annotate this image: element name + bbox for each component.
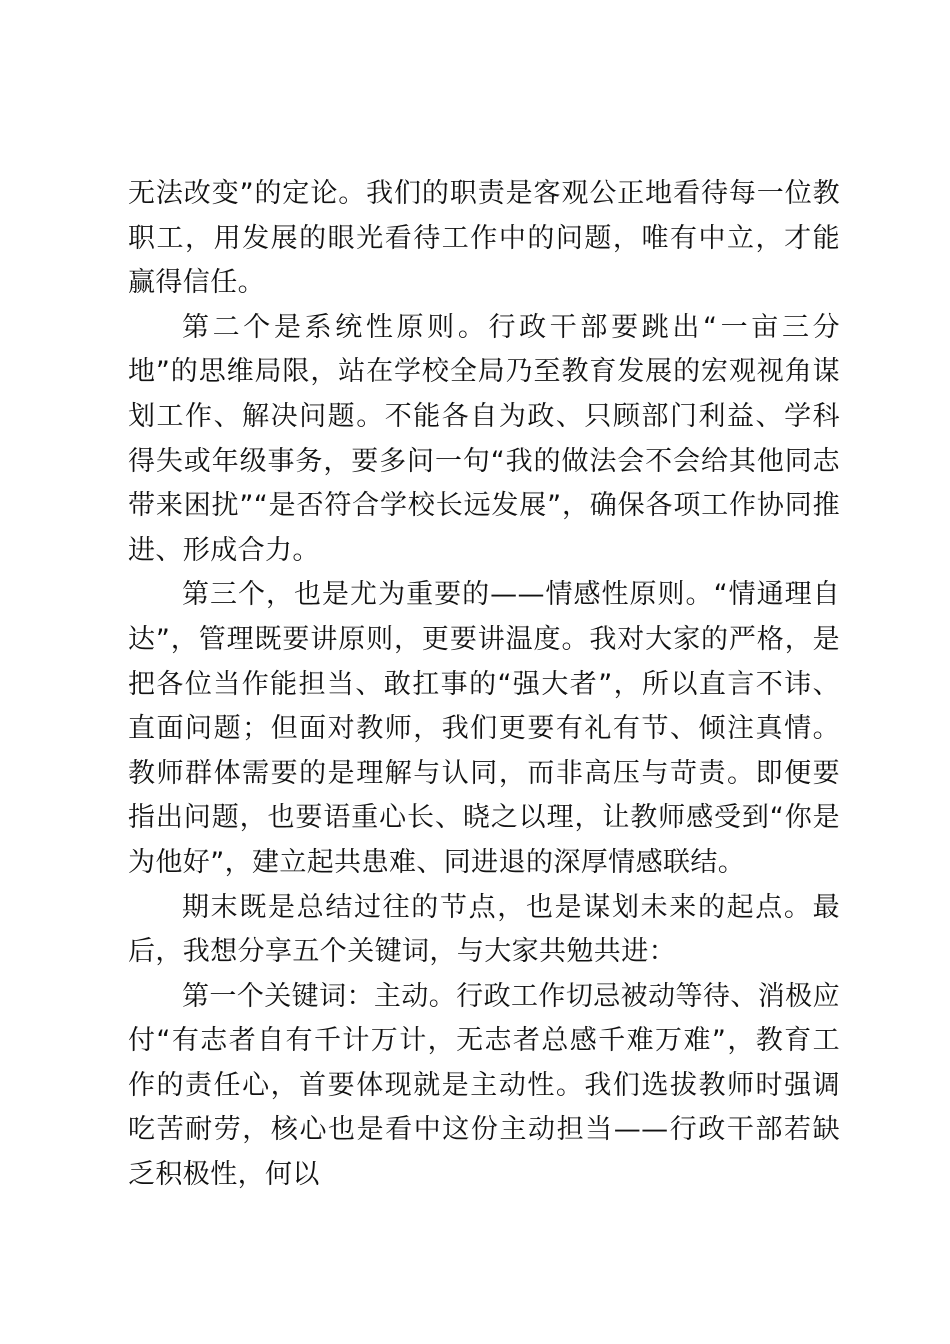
paragraph-neutrality-conclusion: 无法改变”的定论。我们的职责是客观公正地看待每一位教职工，用发展的眼光看待工作中的问题，唯有中立，才能赢得信任。 xyxy=(128,178,840,299)
paragraph-keywords-intro: 期末既是总结过往的节点，也是谋划未来的起点。最后，我想分享五个关键词，与大家共勉共进： xyxy=(128,891,840,968)
paragraph-keyword-initiative: 第一个关键词：主动。行政工作切忌被动等待、消极应付“有志者自有千计万计，无志者总感千难万难”，教育工作的责任心，首要体现就是主动性。我们选拔教师时强调吃苦耐劳，核心也是看中这份主动担当——行政干部若缺乏积极性，何以 xyxy=(128,980,840,1191)
paragraph-systematic-principle: 第二个是系统性原则。行政干部要跳出“一亩三分地”的思维局限，站在学校全局乃至教育发展的宏观视角谋划工作、解决问题。不能各自为政、只顾部门利益、学科得失或年级事务，要多问一句“我的做法会不会给其他同志带来困扰”“是否符合学校长远发展”，确保各项工作协同推进、形成合力。 xyxy=(128,311,840,566)
paragraph-emotional-principle: 第三个，也是尤为重要的——情感性原则。“情通理自达”，管理既要讲原则，更要讲温度。我对大家的严格，是把各位当作能担当、敢扛事的“强大者”，所以直言不讳、直面问题；但面对教师，我们更要有礼有节、倾注真情。教师群体需要的是理解与认同，而非高压与苛责。即便要指出问题，也要语重心长、晓之以理，让教师感受到“你是为他好”，建立起共患难、同进退的深厚情感联结。 xyxy=(128,579,840,878)
document-body xyxy=(128,172,840,1198)
